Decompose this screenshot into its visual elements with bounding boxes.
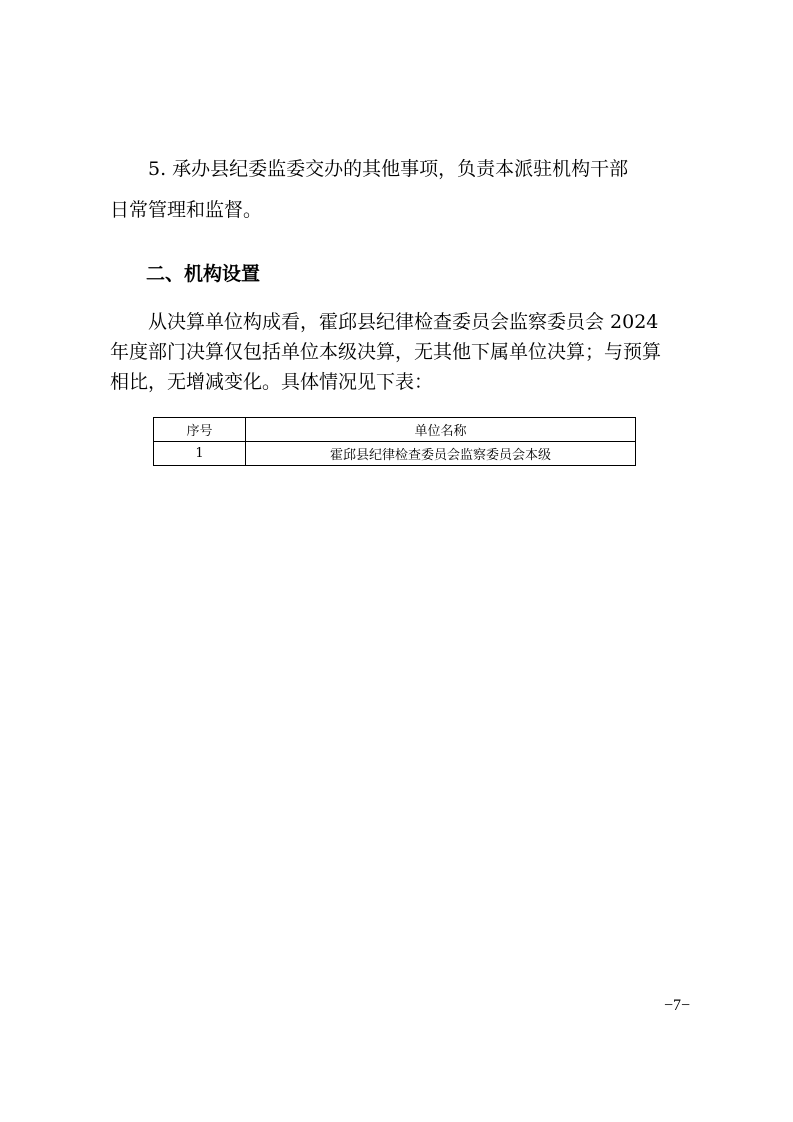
column-header-index: 序号 [154, 418, 246, 442]
item-5-line-1: 5. 承办县纪委监委交办的其他事项，负责本派驻机构干部 [148, 158, 629, 180]
item-5-paragraph [110, 157, 690, 222]
unit-table [153, 417, 636, 466]
table-row [154, 442, 636, 466]
column-header-unit-name: 单位名称 [246, 418, 636, 442]
page-number: −7− [664, 997, 691, 1014]
structure-line-2: 年度部门决算仅包括单位本级决算，无其他下属单位决算；与预算 [110, 341, 662, 363]
table-header-row [154, 418, 636, 442]
section-heading-structure: 二、机构设置 [146, 263, 261, 285]
cell-unit-name: 霍邱县纪律检查委员会监察委员会本级 [246, 442, 636, 466]
structure-line-3: 相比，无增减变化。具体情况见下表： [110, 371, 434, 393]
cell-index: 1 [154, 442, 246, 466]
structure-line-1: 从决算单位构成看，霍邱县纪律检查委员会监察委员会 2024 [148, 311, 659, 333]
item-5-line-2: 日常管理和监督。 [110, 199, 263, 221]
structure-paragraph [110, 310, 690, 394]
